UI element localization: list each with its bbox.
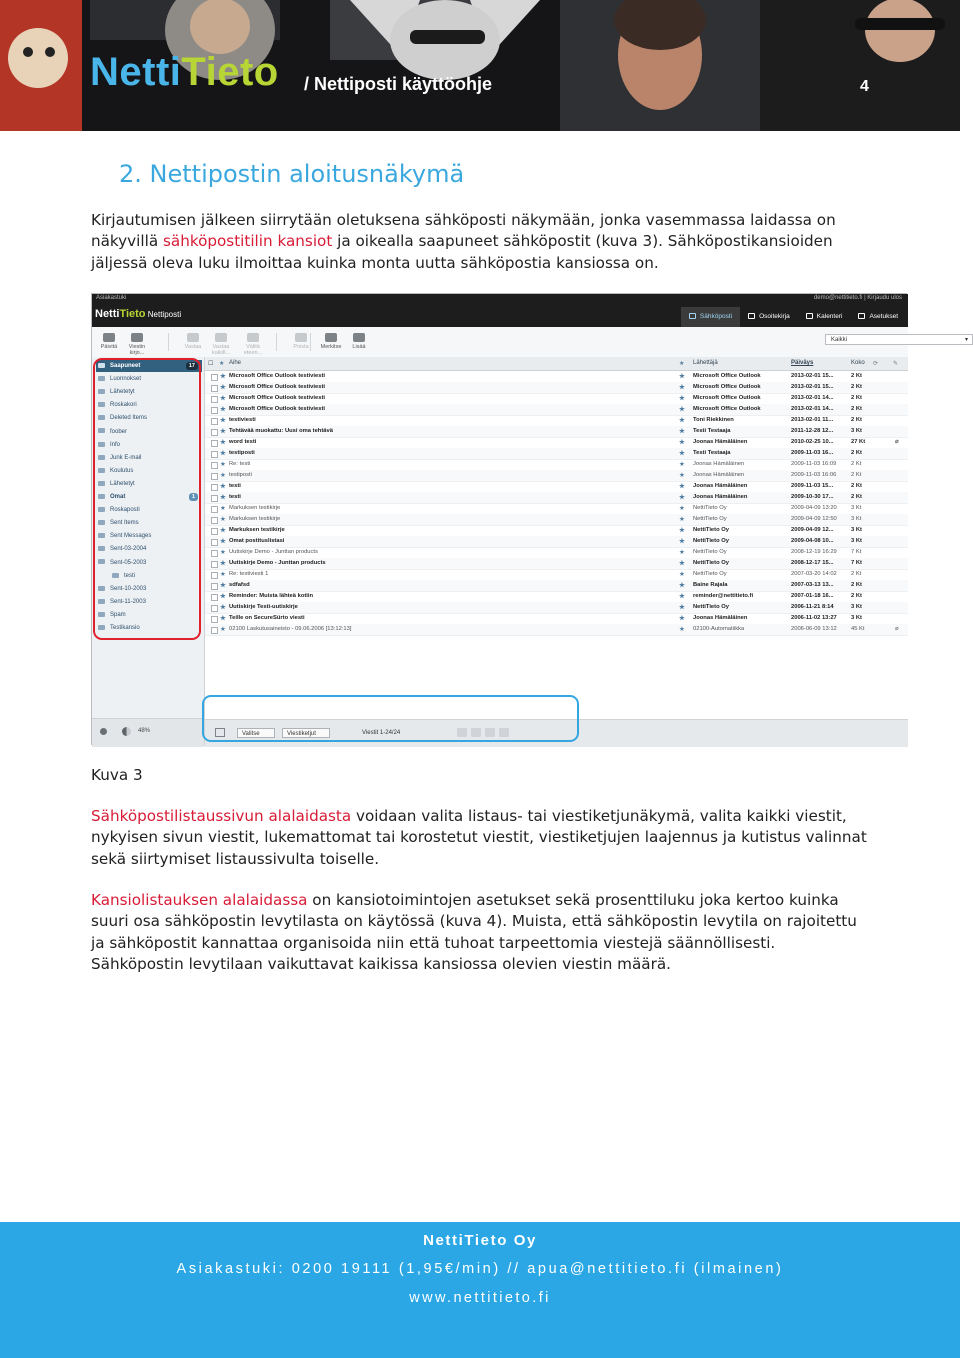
message-sender: Baine Rajala xyxy=(693,582,728,588)
message-subject: Teille on SecureSürto viesti xyxy=(229,615,305,621)
toolbar-button-label: Merkitse xyxy=(320,344,342,350)
message-size: 2 Kt xyxy=(851,593,862,599)
message-sender: Microsoft Office Outlook xyxy=(693,395,761,401)
message-size: 2 Kt xyxy=(851,450,862,456)
flag-star-icon[interactable]: ★ xyxy=(679,494,685,501)
message-subject: Microsoft Office Outlook testiviesti xyxy=(229,373,325,379)
message-subject: word testi xyxy=(229,439,257,445)
col-sender[interactable]: Lähettäjä xyxy=(693,360,718,366)
flag-star-icon[interactable]: ★ xyxy=(679,626,685,633)
refresh-column-icon[interactable]: ⟳ xyxy=(873,361,879,367)
folder-name: Saapuneet xyxy=(110,363,141,369)
intro-highlight: sähköpostitilin kansiot xyxy=(162,232,333,251)
message-size: 45 Kt xyxy=(851,626,865,632)
folder-name: foober xyxy=(110,428,128,435)
folder-name: Lähetetyt xyxy=(110,389,135,396)
star-icon[interactable]: ★ xyxy=(220,560,226,567)
message-sender: NettiTieto Oy xyxy=(693,538,729,544)
message-sender: Joonas Hämäläinen xyxy=(693,461,745,467)
flag-star-icon[interactable]: ★ xyxy=(679,571,685,578)
message-sender: Testi Testaaja xyxy=(693,428,731,434)
flag-star-icon[interactable]: ★ xyxy=(679,384,685,391)
message-sender: NettiTieto Oy xyxy=(693,527,729,533)
row-checkbox[interactable] xyxy=(211,407,218,414)
thread-view-value: Viestiketjut xyxy=(287,731,316,737)
toolbar-separator xyxy=(276,333,277,351)
message-subject: Microsoft Office Outlook testiviesti xyxy=(229,395,325,401)
folder-name: Roskakori xyxy=(110,402,137,409)
message-date: 2009-11-03 16... xyxy=(791,450,834,456)
star-icon[interactable]: ★ xyxy=(220,395,226,402)
message-date: 2009-04-08 10... xyxy=(791,538,834,544)
message-size: 2 Kt xyxy=(851,373,862,379)
row-checkbox[interactable] xyxy=(211,462,218,469)
filter-select[interactable] xyxy=(825,334,973,345)
message-subject: testiposti xyxy=(229,472,252,478)
toolbar-button-label: Poista xyxy=(293,344,309,350)
folder-name: Sent-10-2003 xyxy=(110,585,147,592)
message-subject: Uutiskirje Demo - Junttan products xyxy=(229,560,326,566)
row-checkbox[interactable] xyxy=(211,506,218,513)
message-date: 2013-02-01 15... xyxy=(791,384,834,390)
quota-pie-icon xyxy=(122,727,131,736)
paragraph-folder-footer xyxy=(91,890,871,976)
webmail-toolbar xyxy=(92,327,908,358)
star-column-icon-2[interactable]: ★ xyxy=(679,361,685,367)
message-subject: Microsoft Office Outlook testiviesti xyxy=(229,384,325,390)
toolbar-icon xyxy=(215,333,227,342)
row-checkbox[interactable] xyxy=(211,605,218,612)
para3-highlight: Kansiolistauksen alalaidassa xyxy=(91,891,308,909)
folder-name: Sent Messages xyxy=(110,533,152,540)
message-size: 3 Kt xyxy=(851,527,862,533)
row-checkbox[interactable] xyxy=(211,616,218,623)
message-size: 2 Kt xyxy=(851,483,862,489)
folder-name: Roskaposti xyxy=(110,507,140,514)
message-subject: Markuksen testikirje xyxy=(229,516,281,522)
message-date: 2008-12-19 16:29 xyxy=(791,549,837,555)
star-icon[interactable]: ★ xyxy=(220,593,226,600)
message-sender: NettiTieto Oy xyxy=(693,516,727,522)
figure-caption: Kuva 3 xyxy=(91,766,143,784)
toolbar-icon xyxy=(325,333,337,342)
support-link[interactable]: Asiakastuki xyxy=(96,295,127,301)
star-icon[interactable]: ★ xyxy=(220,527,226,534)
toolbar-button-label: Vastaa kaikill... xyxy=(211,344,231,356)
intro-text-1: Kirjautumisen jälkeen siirrytään oletuksena sähköposti näkymään, jonka vasemmassa laidassa on näkyvillä xyxy=(91,211,836,251)
message-date: 2006-11-21 8:14 xyxy=(791,604,834,610)
row-checkbox[interactable] xyxy=(211,550,218,557)
message-date: 2013-02-01 11... xyxy=(791,417,834,423)
flag-star-icon[interactable]: ★ xyxy=(679,472,685,479)
star-icon[interactable]: ★ xyxy=(220,461,226,468)
flag-star-icon[interactable]: ★ xyxy=(679,527,685,534)
message-size: 2 Kt xyxy=(851,571,862,577)
message-date: 2009-04-09 13:20 xyxy=(791,505,837,511)
message-date: 2013-02-01 14... xyxy=(791,395,834,401)
row-checkbox[interactable] xyxy=(211,572,218,579)
attachment-icon: ⌀ xyxy=(895,626,899,632)
folder-name: Info xyxy=(110,441,121,448)
row-checkbox[interactable] xyxy=(211,517,218,524)
toolbar-button[interactable] xyxy=(208,333,234,356)
folder-name: Testikansio xyxy=(110,625,140,631)
toolbar-icon xyxy=(103,333,115,342)
message-sender: NettiTieto Oy xyxy=(693,505,727,511)
nav-email-label: Sähköposti xyxy=(699,313,733,320)
message-size: 3 Kt xyxy=(851,505,862,511)
user-info[interactable]: demo@nettitieto.fi | Kirjaudu ulos xyxy=(813,295,902,301)
toolbar-button[interactable] xyxy=(96,333,122,350)
toolbar-button[interactable] xyxy=(124,333,150,356)
quota-percent: 48% xyxy=(138,728,151,734)
toolbar-button-label: Vastaa xyxy=(184,344,202,350)
flag-star-icon[interactable]: ★ xyxy=(679,538,685,545)
toolbar-button-label: Lisää xyxy=(352,344,366,350)
flag-star-icon[interactable]: ★ xyxy=(679,450,685,457)
para2-highlight: Sähköpostilistaussivun alalaidasta xyxy=(91,807,352,825)
star-icon[interactable]: ★ xyxy=(220,626,226,633)
paragraph-list-footer xyxy=(91,806,871,870)
message-date: 2010-02-25 10... xyxy=(791,439,834,445)
star-icon[interactable]: ★ xyxy=(220,384,226,391)
footer-company: NettiTieto Oy xyxy=(423,1232,537,1249)
message-size: 3 Kt xyxy=(851,428,862,434)
message-date: 2007-03-20 14:02 xyxy=(791,571,837,577)
message-sender: Testi Testaaja xyxy=(693,450,731,456)
star-icon[interactable]: ★ xyxy=(220,483,226,490)
envelope-icon xyxy=(689,313,696,319)
col-date[interactable]: Päiväys xyxy=(791,360,814,366)
nav-addressbook-label: Osoitekirja xyxy=(759,313,790,320)
star-icon[interactable]: ★ xyxy=(220,417,226,424)
star-icon[interactable]: ★ xyxy=(220,439,226,446)
message-date: 2006-11-02 13:27 xyxy=(791,615,837,621)
folder-name: Sent Items xyxy=(110,520,139,527)
message-size: 7 Kt xyxy=(851,560,862,566)
flag-star-icon[interactable]: ★ xyxy=(679,549,685,556)
message-subject: Re: testiviesti 1 xyxy=(229,571,269,577)
message-date: 2008-12-17 15... xyxy=(791,560,834,566)
toolbar-separator xyxy=(310,333,311,351)
row-checkbox[interactable] xyxy=(211,473,218,480)
flag-star-icon[interactable]: ★ xyxy=(679,483,685,490)
toolbar-button-label: Päivitä xyxy=(100,344,118,350)
message-size: 2 Kt xyxy=(851,461,862,467)
star-icon[interactable]: ★ xyxy=(220,538,226,545)
star-icon[interactable]: ★ xyxy=(220,472,226,479)
message-sender: reminder@nettitieto.fi xyxy=(693,593,754,599)
star-icon[interactable]: ★ xyxy=(220,582,226,589)
flag-star-icon[interactable]: ★ xyxy=(679,373,685,380)
webmail-nav xyxy=(681,307,906,327)
message-size: 3 Kt xyxy=(851,604,862,610)
page-header xyxy=(0,0,960,131)
flag-star-icon[interactable]: ★ xyxy=(679,505,685,512)
message-sender: NettiTieto Oy xyxy=(693,549,727,555)
toolbar-separator xyxy=(168,333,169,351)
flag-star-icon[interactable]: ★ xyxy=(679,593,685,600)
logo-part-tieto: Tieto xyxy=(181,50,279,94)
flag-star-icon[interactable]: ★ xyxy=(679,428,685,435)
row-checkbox[interactable] xyxy=(211,385,218,392)
intro-text-2: ja oikealla saapuneet sähköpostit (kuva 3). Sähköpostikansioiden jäljessä oleva luku ilmoittaa kuinka monta uutta sähköpostia kansiossa on. xyxy=(91,232,833,272)
col-subject[interactable]: Aihe xyxy=(229,360,242,366)
flag-star-icon[interactable]: ★ xyxy=(679,461,685,468)
message-subject: testi xyxy=(229,483,241,489)
toolbar-button[interactable] xyxy=(346,333,372,350)
toolbar-button[interactable] xyxy=(180,333,206,350)
folder-name: Sent-05-2003 xyxy=(110,559,147,566)
message-date: 2009-11-03 15... xyxy=(791,483,834,489)
star-column-icon[interactable]: ★ xyxy=(219,361,225,367)
star-icon[interactable]: ★ xyxy=(220,516,226,523)
message-date: 2011-12-28 12... xyxy=(791,428,834,434)
message-size: 2 Kt xyxy=(851,582,862,588)
row-checkbox[interactable] xyxy=(211,374,218,381)
flag-star-icon[interactable]: ★ xyxy=(679,406,685,413)
webmail-logo-a: Netti xyxy=(95,308,120,320)
message-count: Viestit 1-24/24 xyxy=(362,730,401,736)
message-date: 2013-02-01 15... xyxy=(791,373,834,379)
unread-badge: 17 xyxy=(186,362,198,370)
gear-icon xyxy=(858,313,865,319)
person-icon xyxy=(748,313,755,319)
row-checkbox[interactable] xyxy=(211,429,218,436)
toolbar-button[interactable] xyxy=(318,333,344,350)
message-date: 2009-11-03 16:06 xyxy=(791,472,837,478)
message-size: 3 Kt xyxy=(851,538,862,544)
message-date: 2009-10-30 17... xyxy=(791,494,834,500)
select-dropdown-value: Valitse xyxy=(242,731,260,737)
page-footer xyxy=(0,1222,960,1358)
webmail-logo-b: Tieto xyxy=(119,308,146,320)
message-sender: Joonas Hämäläinen xyxy=(693,483,748,489)
chevron-down-icon: ▾ xyxy=(964,337,968,343)
row-checkbox[interactable] xyxy=(211,440,218,447)
attachment-column-icon[interactable]: ✎ xyxy=(893,361,899,367)
attachment-icon: ⌀ xyxy=(895,439,899,445)
message-sender: Toni Riekkinen xyxy=(693,417,734,423)
message-subject: testiviesti xyxy=(229,417,256,423)
row-checkbox[interactable] xyxy=(211,418,218,425)
nav-calendar-label: Kalenteri xyxy=(816,313,843,320)
message-date: 2013-02-01 14... xyxy=(791,406,834,412)
row-checkbox[interactable] xyxy=(211,528,218,535)
folder-highlight-box xyxy=(93,358,201,640)
page-number: 4 xyxy=(860,78,869,95)
message-sender: 02100-Automatiikka xyxy=(693,626,745,632)
nav-email[interactable] xyxy=(681,307,740,327)
message-sender: NettiTieto Oy xyxy=(693,571,727,577)
row-checkbox[interactable] xyxy=(211,451,218,458)
flag-star-icon[interactable]: ★ xyxy=(679,516,685,523)
folder-name: testi xyxy=(124,572,136,579)
message-subject: Markuksen testikirje xyxy=(229,505,281,511)
star-icon[interactable]: ★ xyxy=(220,428,226,435)
star-icon[interactable]: ★ xyxy=(220,571,226,578)
webmail-logo xyxy=(95,308,181,320)
flag-star-icon[interactable]: ★ xyxy=(679,604,685,611)
row-checkbox[interactable] xyxy=(211,396,218,403)
message-subject: testi xyxy=(229,494,241,500)
message-list-header xyxy=(205,357,908,371)
message-size: 2 Kt xyxy=(851,395,862,401)
footer-website[interactable]: www.nettitieto.fi xyxy=(409,1290,551,1306)
message-size: 3 Kt xyxy=(851,516,862,522)
nav-settings-label: Asetukset xyxy=(869,313,898,320)
intro-paragraph xyxy=(91,210,871,274)
col-size[interactable]: Koko xyxy=(851,360,865,366)
toolbar-icon xyxy=(131,333,143,342)
message-date: 2006-06-09 13:12 xyxy=(791,626,837,632)
unread-badge: 1 xyxy=(189,493,198,501)
star-icon[interactable]: ★ xyxy=(220,373,226,380)
row-checkbox[interactable] xyxy=(211,539,218,546)
message-sender: Joonas Hämäläinen xyxy=(693,472,745,478)
message-sender: Microsoft Office Outlook xyxy=(693,406,761,412)
message-size: 2 Kt xyxy=(851,417,862,423)
nav-calendar[interactable] xyxy=(798,307,851,327)
message-subject: Tehtävää muokattu: Uusi oma tehtävä xyxy=(229,428,333,434)
toolbar-button-label: Viestin kirjo... xyxy=(128,344,146,356)
flag-star-icon[interactable]: ★ xyxy=(679,582,685,589)
row-checkbox[interactable] xyxy=(211,495,218,502)
toolbar-icon xyxy=(353,333,365,342)
folder-settings-icon[interactable] xyxy=(100,728,107,735)
row-checkbox[interactable] xyxy=(211,583,218,590)
message-sender: NettiTieto Oy xyxy=(693,604,729,610)
message-size: 27 Kt xyxy=(851,439,866,445)
star-icon[interactable]: ★ xyxy=(220,604,226,611)
webmail-logo-c: Nettiposti xyxy=(145,310,182,319)
flag-star-icon[interactable]: ★ xyxy=(679,560,685,567)
message-size: 2 Kt xyxy=(851,494,862,500)
message-sender: Microsoft Office Outlook xyxy=(693,384,761,390)
flag-star-icon[interactable]: ★ xyxy=(679,615,685,622)
message-date: 2009-04-09 12... xyxy=(791,527,834,533)
logo-part-netti: Netti xyxy=(90,50,182,94)
message-subject: Microsoft Office Outlook testiviesti xyxy=(229,406,325,412)
toolbar-icon xyxy=(187,333,199,342)
select-all-checkbox[interactable]: ☐ xyxy=(208,361,214,367)
message-size: 2 Kt xyxy=(851,406,862,412)
folder-name: Sent-03-2004 xyxy=(110,546,147,553)
message-date: 2009-11-03 16:09 xyxy=(791,461,837,467)
flag-star-icon[interactable]: ★ xyxy=(679,439,685,446)
message-sender: Joonas Hämäläinen xyxy=(693,439,748,445)
message-subject: testiposti xyxy=(229,450,255,456)
message-date: 2007-03-13 13... xyxy=(791,582,834,588)
nettitieto-logo xyxy=(90,52,279,92)
flag-star-icon[interactable]: ★ xyxy=(679,417,685,424)
message-subject: Reminder: Muista lähteä kotiin xyxy=(229,593,314,599)
message-subject: Re: testi xyxy=(229,461,251,467)
folder-name: Junk E-mail xyxy=(110,454,142,461)
star-icon[interactable]: ★ xyxy=(220,450,226,457)
toolbar-icon xyxy=(295,333,307,342)
nav-addressbook[interactable] xyxy=(740,307,798,327)
message-size: 7 Kt xyxy=(851,549,862,555)
folder-name: Deleted Items xyxy=(110,415,148,422)
document-title: / Nettiposti käyttöohje xyxy=(304,74,493,94)
message-subject: Markuksen testikirje xyxy=(229,527,285,533)
toolbar-button-label: Välitä eteen... xyxy=(243,344,263,356)
message-subject: Uutiskirje Testi-uutiskirje xyxy=(229,604,298,610)
star-icon[interactable]: ★ xyxy=(220,615,226,622)
row-checkbox[interactable] xyxy=(211,627,218,634)
para2-text: voidaan valita listaus- tai viestiketjunäkymä, valita kaikki viestit, nykyisen sivun viestit, lukemattomat tai korostetut viestit, viestiketjujen laajennus ja kutistus valinnat sekä siirtymiset listaussivulta toiselle. xyxy=(91,807,867,868)
message-date: 2009-04-09 12:50 xyxy=(791,516,837,522)
message-subject: Uutiskirje Demo - Junttan products xyxy=(229,549,318,555)
folder-tools xyxy=(92,718,204,747)
folder-name: Sent-11-2003 xyxy=(110,598,146,605)
folder-name: Omat xyxy=(110,494,126,500)
star-icon[interactable]: ★ xyxy=(220,549,226,556)
message-sender: Joonas Hämäläinen xyxy=(693,494,748,500)
row-checkbox[interactable] xyxy=(211,594,218,601)
folder-name: Koulutus xyxy=(110,467,134,474)
message-sender: NettiTieto Oy xyxy=(693,560,729,566)
webmail-topbar xyxy=(92,294,908,327)
folder-name: Luonnokset xyxy=(110,376,142,383)
message-row[interactable] xyxy=(205,624,908,636)
filter-select-value: Kaikki xyxy=(831,337,848,343)
section-title: 2. Nettipostin aloitusnäkymä xyxy=(119,160,465,188)
folder-name: Spam xyxy=(110,611,126,618)
calendar-icon xyxy=(806,313,813,319)
flag-star-icon[interactable]: ★ xyxy=(679,395,685,402)
message-size: 3 Kt xyxy=(851,615,862,621)
row-checkbox[interactable] xyxy=(211,484,218,491)
webmail-screenshot xyxy=(91,293,968,745)
message-date: 2007-01-18 16... xyxy=(791,593,834,599)
star-icon[interactable]: ★ xyxy=(220,406,226,413)
message-sender: Microsoft Office Outlook xyxy=(693,373,761,379)
message-subject: 02100 Laskutusaineisto - 09.06.2006 [13:12:13] xyxy=(229,626,352,632)
folder-name: Lähetetyt xyxy=(110,480,135,487)
para3-text: on kansiotoimintojen asetukset sekä prosenttiluku joka kertoo kuinka suuri osa sähköpostin levytilasta on käytössä (kuva 4). Muista, että sähköpostin levytila on rajoitettu ja sähköpostit kannattaa organisoida niin että tuhoat tarpeettomia viestejä säännöllisesti. Sähköpostin levytilaan vaikuttavat kaikissa kansiossa olevien viestin määrä. xyxy=(91,891,857,974)
toolbar-button[interactable] xyxy=(240,333,266,356)
message-subject: sdfafsd xyxy=(229,582,250,588)
message-size: 2 Kt xyxy=(851,472,862,478)
message-sender: Joonas Hämäläinen xyxy=(693,615,748,621)
message-size: 2 Kt xyxy=(851,384,862,390)
footer-contact: Asiakastuki: 0200 19111 (1,95€/min) // apua@nettitieto.fi (ilmainen) xyxy=(176,1261,784,1277)
message-subject: Omat postituslistasi xyxy=(229,538,285,544)
footer-highlight-box xyxy=(202,695,579,742)
star-icon[interactable]: ★ xyxy=(220,494,226,501)
row-checkbox[interactable] xyxy=(211,561,218,568)
toolbar-icon xyxy=(247,333,259,342)
star-icon[interactable]: ★ xyxy=(220,505,226,512)
nav-settings[interactable] xyxy=(850,307,906,327)
